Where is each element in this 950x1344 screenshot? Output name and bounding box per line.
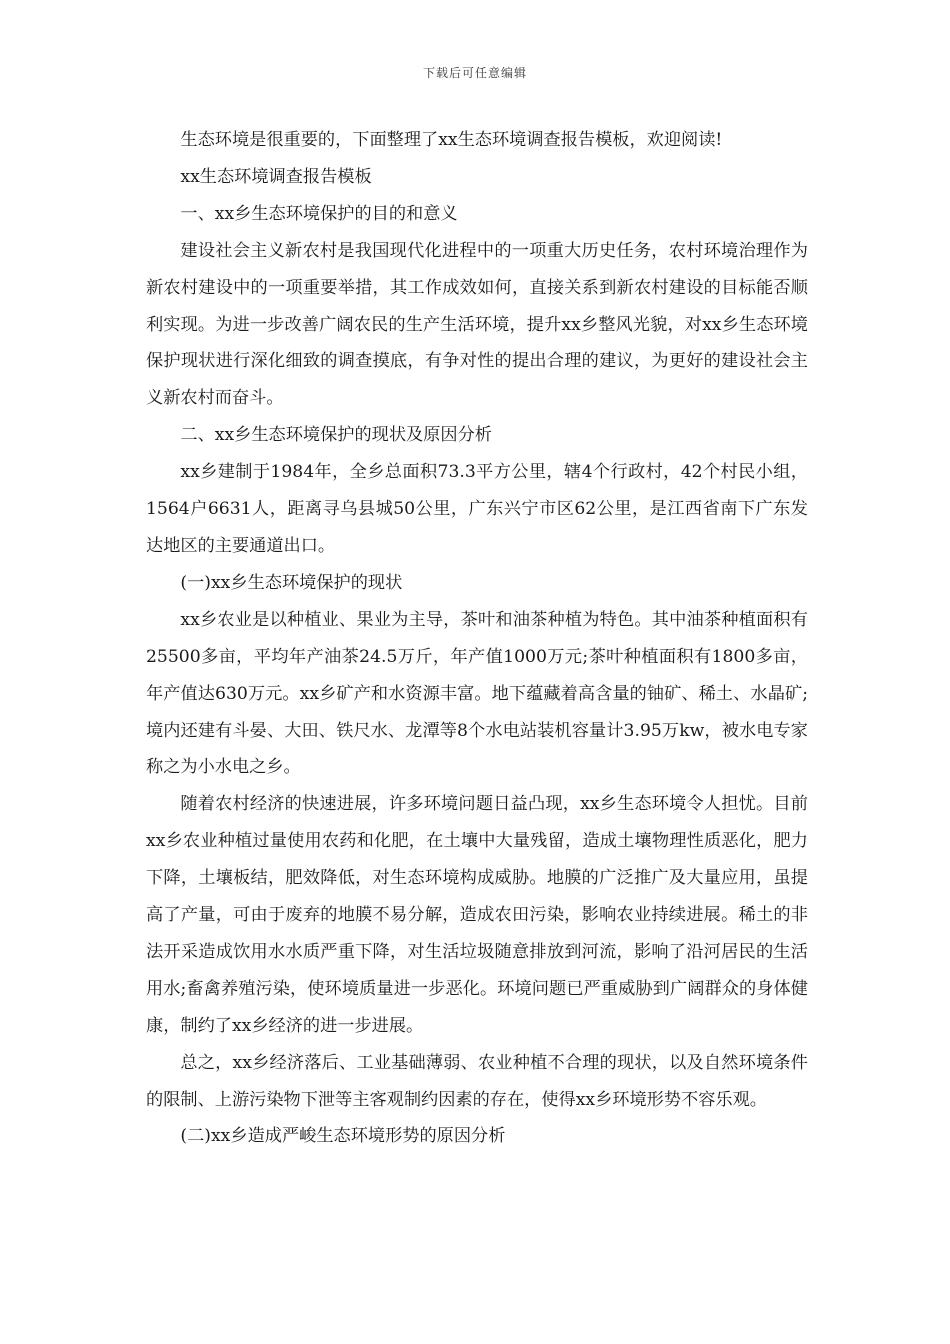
section-heading-2: 二、xx乡生态环境保护的现状及原因分析	[180, 425, 492, 446]
body-paragraph: xx乡建制于1984年，全乡总面积73.3平方公里，辖4个行政村，42个村民小组，1564户6631人，距离寻乌县城50公里，广东兴宁市区62公里，是江西省南下广东发达地区的主要通道出口。	[146, 462, 808, 556]
body-paragraph: 随着农村经济的快速进展，许多环境问题日益凸现，xx乡生态环境令人担忧。目前xx乡农业种植过量使用农药和化肥，在土壤中大量残留，造成土壤物理性质恶化，肥力下降，土壤板结，肥效降低，对生态环境构成威胁。地膜的广泛推广及大量应用，虽提高了产量，可由于废弃的地膜不易分解，造成农田污染，影响农业持续进展。稀土的非法开采造成饮用水水质严重下降，对生活垃圾随意排放到河流，影响了沿河居民的生活用水;畜禽养殖污染，使环境质量进一步恶化。环境问题已严重威胁到广阔群众的身体健康，制约了xx乡经济的进一步进展。	[146, 794, 808, 1036]
section-heading-1: 一、xx乡生态环境保护的目的和意义	[180, 203, 458, 224]
subsection-heading-2: (二)xx乡造成严峻生态环境形势的原因分析	[180, 1126, 506, 1147]
body-paragraph: xx乡农业是以种植业、果业为主导，茶叶和油茶种植为特色。其中油茶种植面积有25500多亩，平均年产油茶24.5万斤，年产值1000万元;茶叶种植面积有1800多亩，年产值达630万元。xx乡矿产和水资源丰富。地下蕴藏着高含量的铀矿、稀土、水晶矿;境内还建有斗晏、大田、铁尺水、龙潭等8个水电站装机容量计3.95万kw，被水电专家称之为小水电之乡。	[146, 609, 808, 778]
subsection-heading-1: (一)xx乡生态环境保护的现状	[180, 572, 403, 593]
intro-paragraph: 生态环境是很重要的，下面整理了xx生态环境调查报告模板，欢迎阅读!	[180, 130, 723, 150]
document-body	[146, 122, 808, 1155]
body-paragraph: 总之，xx乡经济落后、工业基础薄弱、农业种植不合理的现状，以及自然环境条件的限制、上游污染物下泄等主客观制约因素的存在，使得xx乡环境形势不容乐观。	[146, 1052, 808, 1110]
body-paragraph: 建设社会主义新农村是我国现代化进程中的一项重大历史任务，农村环境治理作为新农村建设中的一项重要举措，其工作成效如何，直接关系到新农村建设的目标能否顺利实现。为进一步改善广阔农民的生产生活环境，提升xx乡整风光貌，对xx乡生态环境保护现状进行深化细致的调查摸底，有争对性的提出合理的建议，为更好的建设社会主义新农村而奋斗。	[146, 240, 808, 409]
page-header-note: 下载后可任意编辑	[422, 66, 527, 80]
document-title: xx生态环境调查报告模板	[180, 166, 372, 187]
